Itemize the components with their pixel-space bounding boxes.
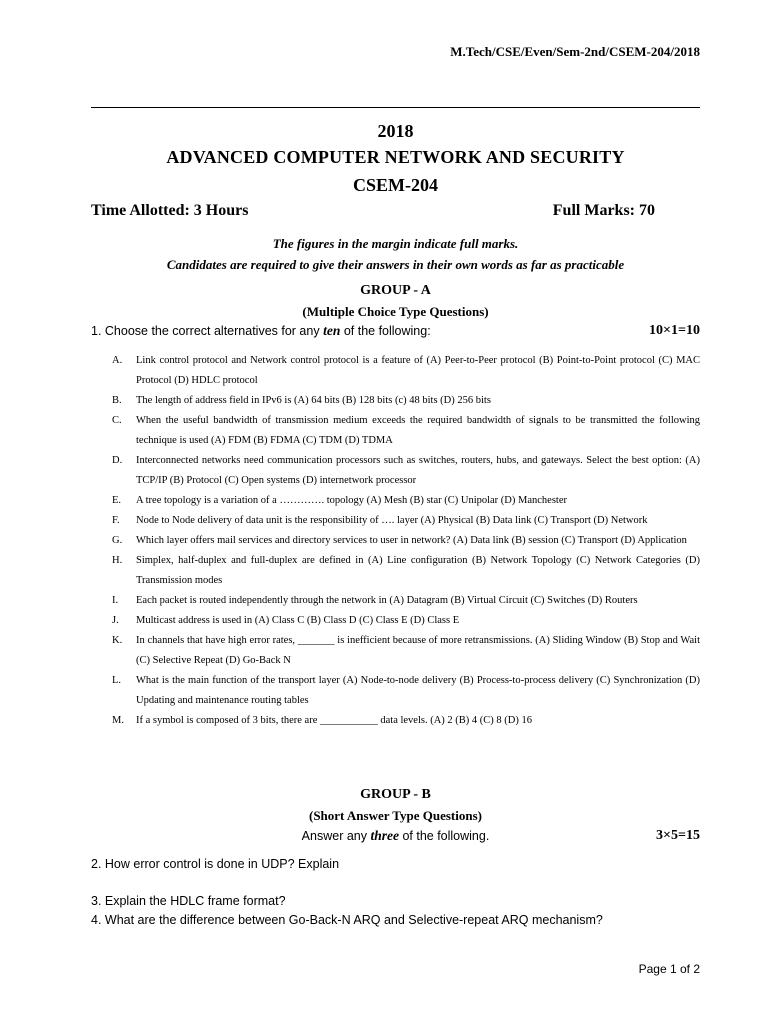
mcq-text: Multicast address is used in (A) Class C (B) Class D (C) Class E (D) Class E — [136, 615, 460, 626]
mcq-letter: D. — [112, 455, 123, 466]
mcq-item — [112, 631, 700, 671]
paper-title: ADVANCED COMPUTER NETWORK AND SECURITY — [166, 147, 625, 167]
mcq-text: Node to Node delivery of data unit is the responsibility of …. layer (A) Physical (B) Data link (C) Transport (D) Network — [136, 515, 648, 526]
mcq-item — [112, 491, 700, 511]
group-a-title: GROUP - A — [360, 283, 431, 298]
mcq-item — [112, 511, 700, 531]
mcq-text: Interconnected networks need communication processors such as switches, routers, hubs, and gateways. Select the best option: (A) TCP/IP (B) Protocol (C) Open systems (D) internetwork processor — [136, 455, 700, 486]
mcq-item — [112, 551, 700, 591]
instruction-line: Candidates are required to give their answers in their own words as far as practicable — [166, 257, 625, 272]
mcq-item — [112, 531, 700, 551]
mcq-letter: K. — [112, 635, 123, 646]
instruction-line: The figures in the margin indicate full marks. — [272, 236, 519, 251]
group-b-instruction-emphasis: three — [370, 828, 399, 843]
question-1 — [91, 323, 431, 339]
mcq-letter: L. — [112, 675, 122, 686]
mcq-text: Simplex, half-duplex and full-duplex are defined in (A) Line configuration (B) Network Topology (C) Network Categories (D) Transmission modes — [136, 555, 700, 586]
mcq-item — [112, 611, 700, 631]
exam-year: 2018 — [377, 121, 414, 141]
mcq-letter: J. — [112, 615, 119, 626]
mcq-item — [112, 591, 700, 611]
mcq-letter: E. — [112, 495, 122, 506]
group-b-subtitle: (Short Answer Type Questions) — [309, 808, 482, 823]
mcq-item — [112, 671, 700, 711]
question-1-suffix: of the following: — [343, 324, 431, 338]
mcq-list — [112, 351, 700, 731]
mcq-letter: H. — [112, 555, 123, 566]
mcq-text: What is the main function of the transport layer (A) Node-to-node delivery (B) Process-to-process delivery (C) Synchronization (D) Updating and maintenance routing tables — [136, 675, 700, 706]
mcq-item — [112, 411, 700, 451]
mcq-text: When the useful bandwidth of transmission medium exceeds the required bandwidth of signals to be transmitted the following technique is used (A) FDM (B) FDMA (C) TDM (D) TDMA — [136, 415, 700, 446]
mcq-text: A tree topology is a variation of a …………. topology (A) Mesh (B) star (C) Unipolar (D) Manchester — [136, 495, 567, 506]
group-a-marks: 10×1=10 — [649, 323, 700, 338]
page-number: Page 1 of 2 — [638, 962, 700, 976]
short-question: 3. Explain the HDLC frame format? — [91, 894, 286, 908]
mcq-text: Which layer offers mail services and directory services to user in network? (A) Data link (B) session (C) Transport (D) Application — [136, 535, 687, 546]
mcq-text: If a symbol is composed of 3 bits, there are ___________ data levels. (A) 2 (B) 4 (C) 8 (D) 16 — [136, 715, 532, 726]
group-b-instruction — [91, 828, 700, 844]
mcq-item — [112, 351, 700, 391]
question-1-prefix: 1. Choose the correct alternatives for any — [91, 324, 320, 338]
mcq-letter: G. — [112, 535, 123, 546]
mcq-text: In channels that have high error rates, _______ is inefficient because of more retransmissions. (A) Sliding Window (B) Stop and Wait (C) Selective Repeat (D) Go-Back N — [136, 635, 700, 666]
mcq-item — [112, 451, 700, 491]
question-1-emphasis: ten — [323, 323, 341, 338]
paper-code: M.Tech/CSE/Even/Sem-2nd/CSEM-204/2018 — [450, 44, 700, 59]
mcq-letter: M. — [112, 715, 124, 726]
mcq-letter: B. — [112, 395, 122, 406]
group-a-subtitle: (Multiple Choice Type Questions) — [302, 304, 489, 319]
subject-code: CSEM-204 — [353, 175, 438, 195]
group-b-instruction-prefix: Answer any — [301, 829, 367, 843]
group-b-title: GROUP - B — [360, 787, 431, 802]
mcq-item — [112, 711, 700, 731]
header-divider — [91, 107, 700, 108]
mcq-text: The length of address field in IPv6 is (A) 64 bits (B) 128 bits (c) 48 bits (D) 256 bits — [136, 395, 491, 406]
full-marks: Full Marks: 70 — [552, 202, 655, 219]
time-allotted: Time Allotted: 3 Hours — [91, 202, 249, 219]
group-b-instruction-suffix: of the following. — [402, 829, 490, 843]
short-question: 2. How error control is done in UDP? Explain — [91, 857, 340, 871]
mcq-letter: I. — [112, 595, 119, 606]
short-question: 4. What are the difference between Go-Back-N ARQ and Selective-repeat ARQ mechanism? — [91, 913, 603, 927]
mcq-letter: A. — [112, 355, 123, 366]
mcq-text: Link control protocol and Network control protocol is a feature of (A) Peer-to-Peer protocol (B) Point-to-Point protocol (C) MAC Protocol (D) HDLC protocol — [136, 355, 700, 386]
mcq-letter: F. — [112, 515, 120, 526]
mcq-letter: C. — [112, 415, 122, 426]
mcq-text: Each packet is routed independently through the network in (A) Datagram (B) Virtual Circuit (C) Switches (D) Routers — [136, 595, 638, 606]
mcq-item — [112, 391, 700, 411]
group-b-marks: 3×5=15 — [656, 828, 700, 843]
